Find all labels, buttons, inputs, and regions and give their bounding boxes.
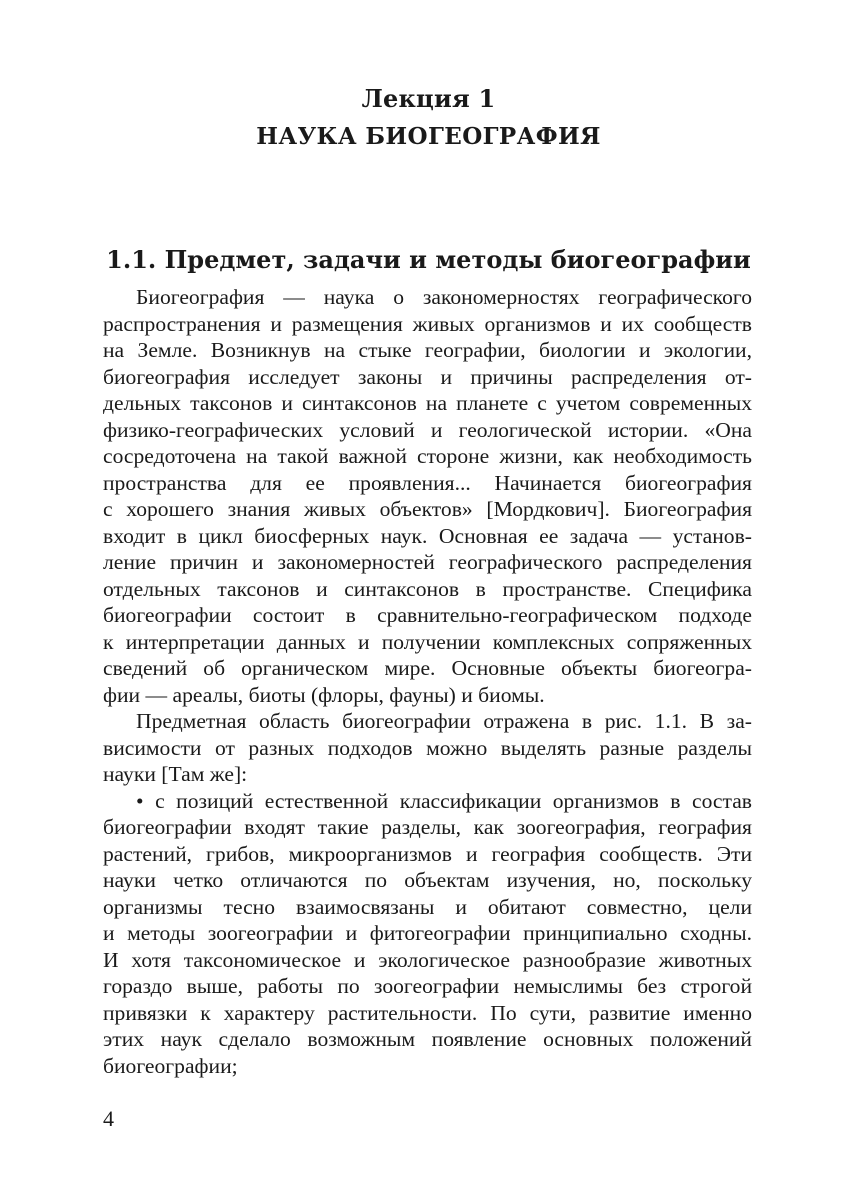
text-line: фии — ареалы, биоты (флоры, фауны) и биомы. bbox=[103, 682, 545, 707]
section-heading: 1.1. Предмет, задачи и методы биогеографии bbox=[106, 245, 751, 274]
paragraph-2 bbox=[103, 708, 752, 788]
text-line: входит в цикл биосферных наук. Основная ее задача — установ- bbox=[103, 523, 752, 548]
text-line: сведений об органическом мире. Основные объекты биогеогра- bbox=[103, 656, 752, 680]
text-line: растений, грибов, микроорганизмов и география сообществ. Эти bbox=[103, 841, 752, 866]
text-line: сосредоточена на такой важной стороне жизни, как необходимость bbox=[103, 444, 752, 468]
text-line: науки [Там же]: bbox=[103, 762, 248, 786]
text-line: этих наук сделало возможным появление основных положений bbox=[103, 1027, 752, 1051]
text-line: отдельных таксонов и синтаксонов в пространстве. Специфика bbox=[103, 576, 752, 601]
text-line: Биогеография — наука о закономерностях географического bbox=[136, 285, 752, 309]
text-line: висимости от разных подходов можно выделять разные разделы bbox=[103, 735, 752, 760]
text-line: Предметная область биогеографии отражена в рис. 1.1. В за- bbox=[136, 709, 752, 733]
text-line: дельных таксонов и синтаксонов на планете с учетом современных bbox=[103, 391, 752, 415]
text-line: привязки к характеру растительности. По сути, развитие именно bbox=[103, 1000, 752, 1025]
bullet-first-line: с позиций естественной классификации организмов в состав bbox=[155, 788, 752, 813]
lecture-number: Лекция 1 bbox=[361, 84, 496, 113]
text-line: к интерпретации данных и получении комплексных сопряженных bbox=[103, 629, 752, 654]
lecture-title: НАУКА БИОГЕОГРАФИЯ bbox=[256, 123, 601, 150]
text-line: биогеографии состоит в сравнительно-географическом подходе bbox=[103, 603, 752, 627]
body-text bbox=[103, 284, 752, 1079]
bullet-marker: • bbox=[136, 788, 144, 813]
text-line: распространения и размещения живых организмов и их сообществ bbox=[103, 311, 752, 336]
paragraph-1 bbox=[103, 284, 752, 708]
text-line: организмы тесно взаимосвязаны и обитают совместно, цели bbox=[103, 894, 752, 919]
text-line: с хорошего знания живых объектов» [Мордкович]. Биогеография bbox=[103, 497, 752, 521]
page-number: 4 bbox=[103, 1106, 114, 1131]
text-line: науки четко отличаются по объектам изучения, но, поскольку bbox=[103, 868, 752, 892]
text-line: биогеография исследует законы и причины распределения от- bbox=[103, 364, 752, 389]
text-line: ление причин и закономерностей географического распределения bbox=[103, 550, 752, 574]
text-line: на Земле. Возникнув на стыке географии, биологии и экологии, bbox=[103, 338, 752, 362]
text-line: и методы зоогеографии и фитогеографии принципиально сходны. bbox=[103, 921, 752, 945]
bullet-paragraph bbox=[103, 788, 752, 1080]
text-line: гораздо выше, работы по зоогеографии немыслимы без строгой bbox=[103, 974, 752, 998]
text-line: И хотя таксономическое и экологическое разнообразие животных bbox=[103, 947, 752, 972]
text-line bbox=[103, 788, 752, 815]
text-line: физико-географических условий и геологической истории. «Она bbox=[103, 417, 752, 442]
text-line: биогеографии входят такие разделы, как зоогеография, география bbox=[103, 815, 752, 839]
text-line: пространства для ее проявления... Начинается биогеография bbox=[103, 470, 752, 495]
text-line: биогеографии; bbox=[103, 1053, 238, 1078]
